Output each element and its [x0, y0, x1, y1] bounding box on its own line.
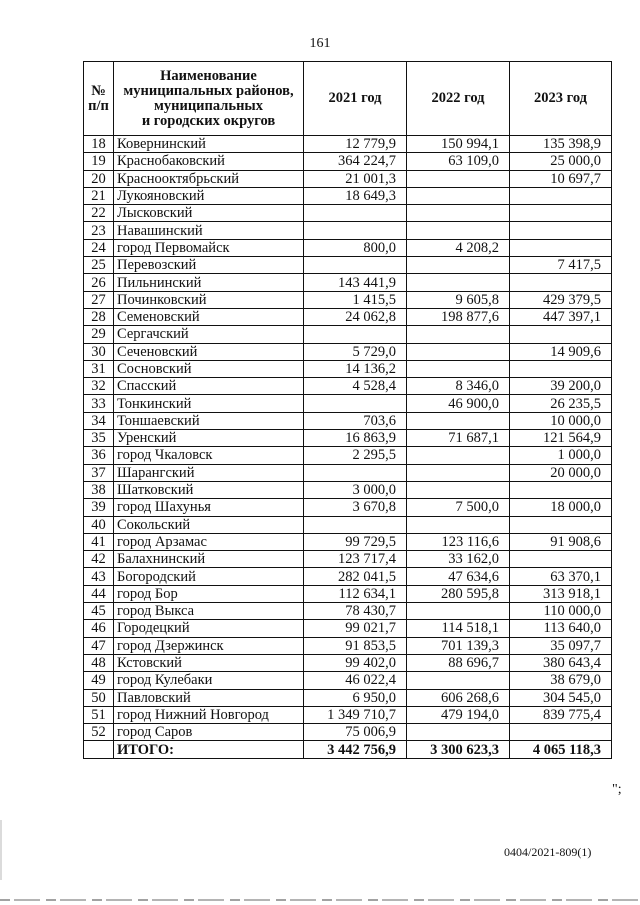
row-value-2022: 4 208,2 — [407, 239, 510, 256]
row-number: 20 — [84, 170, 114, 187]
header-name: Наименование муниципальных районов, муниципальных и городских округов — [114, 62, 304, 136]
row-number: 32 — [84, 378, 114, 395]
total-2022: 3 300 623,3 — [407, 741, 510, 759]
table-row — [84, 326, 612, 343]
row-value-2023: 839 775,4 — [510, 706, 612, 723]
row-value-2021: 14 136,2 — [304, 360, 407, 377]
row-value-2023 — [510, 205, 612, 222]
table-body — [84, 136, 612, 741]
row-value-2023: 14 909,6 — [510, 343, 612, 360]
row-value-2023: 39 200,0 — [510, 378, 612, 395]
row-number: 43 — [84, 568, 114, 585]
table-row — [84, 689, 612, 706]
table-row — [84, 637, 612, 654]
row-municipality-name: город Чкаловск — [114, 447, 304, 464]
table-row — [84, 654, 612, 671]
row-number: 33 — [84, 395, 114, 412]
table-row — [84, 706, 612, 723]
row-value-2023: 38 679,0 — [510, 672, 612, 689]
row-number: 27 — [84, 291, 114, 308]
row-value-2021 — [304, 516, 407, 533]
table-row — [84, 447, 612, 464]
table-row — [84, 603, 612, 620]
row-value-2021: 5 729,0 — [304, 343, 407, 360]
row-value-2021: 99 402,0 — [304, 654, 407, 671]
row-value-2023: 10 697,7 — [510, 170, 612, 187]
row-value-2022 — [407, 274, 510, 291]
row-number: 48 — [84, 654, 114, 671]
row-municipality-name: Ковернинский — [114, 136, 304, 153]
table-row — [84, 274, 612, 291]
row-value-2021: 123 717,4 — [304, 551, 407, 568]
row-number: 51 — [84, 706, 114, 723]
row-value-2021: 364 224,7 — [304, 153, 407, 170]
row-municipality-name: город Дзержинск — [114, 637, 304, 654]
row-value-2021 — [304, 257, 407, 274]
row-municipality-name: город Выкса — [114, 603, 304, 620]
row-municipality-name: Городецкий — [114, 620, 304, 637]
total-2021: 3 442 756,9 — [304, 741, 407, 759]
row-value-2023: 7 417,5 — [510, 257, 612, 274]
budget-table — [83, 61, 612, 759]
scan-artifact-bottom — [0, 899, 640, 901]
table-row — [84, 239, 612, 256]
row-value-2021: 46 022,4 — [304, 672, 407, 689]
row-value-2023: 91 908,6 — [510, 533, 612, 550]
table-total — [84, 741, 612, 759]
row-number: 36 — [84, 447, 114, 464]
row-value-2022: 47 634,6 — [407, 568, 510, 585]
row-number: 24 — [84, 239, 114, 256]
row-number: 40 — [84, 516, 114, 533]
table-row — [84, 136, 612, 153]
row-value-2023: 35 097,7 — [510, 637, 612, 654]
row-municipality-name: Пильнинский — [114, 274, 304, 291]
row-municipality-name: Лукояновский — [114, 187, 304, 204]
row-value-2021: 3 000,0 — [304, 481, 407, 498]
total-2023: 4 065 118,3 — [510, 741, 612, 759]
row-value-2022: 198 877,6 — [407, 308, 510, 325]
row-value-2022: 8 346,0 — [407, 378, 510, 395]
row-value-2022 — [407, 257, 510, 274]
row-value-2021: 703,6 — [304, 412, 407, 429]
row-municipality-name: Павловский — [114, 689, 304, 706]
row-value-2021 — [304, 395, 407, 412]
row-municipality-name: Навашинский — [114, 222, 304, 239]
header-num: № п/п — [84, 62, 114, 136]
row-value-2023 — [510, 551, 612, 568]
row-value-2022: 33 162,0 — [407, 551, 510, 568]
row-municipality-name: город Шахунья — [114, 499, 304, 516]
row-municipality-name: Сеченовский — [114, 343, 304, 360]
row-municipality-name: город Бор — [114, 585, 304, 602]
row-value-2021: 18 649,3 — [304, 187, 407, 204]
document-code: 0404/2021-809(1) — [504, 845, 592, 859]
table-row — [84, 343, 612, 360]
row-value-2023 — [510, 274, 612, 291]
row-value-2023 — [510, 360, 612, 377]
row-value-2021: 6 950,0 — [304, 689, 407, 706]
row-value-2022: 88 696,7 — [407, 654, 510, 671]
row-value-2023: 25 000,0 — [510, 153, 612, 170]
table-row — [84, 430, 612, 447]
row-number: 38 — [84, 481, 114, 498]
row-value-2022: 63 109,0 — [407, 153, 510, 170]
row-value-2023: 20 000,0 — [510, 464, 612, 481]
table-row — [84, 291, 612, 308]
header-2023: 2023 год — [510, 62, 612, 136]
table-row — [84, 516, 612, 533]
row-value-2021: 1 349 710,7 — [304, 706, 407, 723]
table-header — [84, 62, 612, 136]
row-value-2022 — [407, 672, 510, 689]
row-value-2022 — [407, 343, 510, 360]
row-number: 50 — [84, 689, 114, 706]
row-value-2023 — [510, 516, 612, 533]
row-value-2023: 135 398,9 — [510, 136, 612, 153]
table-row — [84, 222, 612, 239]
row-number: 28 — [84, 308, 114, 325]
row-value-2021: 99 729,5 — [304, 533, 407, 550]
row-number: 34 — [84, 412, 114, 429]
row-municipality-name: город Арзамас — [114, 533, 304, 550]
row-value-2022 — [407, 412, 510, 429]
table-row — [84, 551, 612, 568]
table-row — [84, 205, 612, 222]
row-value-2021: 75 006,9 — [304, 724, 407, 741]
row-value-2021: 16 863,9 — [304, 430, 407, 447]
row-value-2023: 380 643,4 — [510, 654, 612, 671]
row-value-2021: 2 295,5 — [304, 447, 407, 464]
table-row — [84, 499, 612, 516]
row-value-2021: 91 853,5 — [304, 637, 407, 654]
row-municipality-name: Тоншаевский — [114, 412, 304, 429]
row-value-2022 — [407, 205, 510, 222]
row-value-2022: 46 900,0 — [407, 395, 510, 412]
row-number: 42 — [84, 551, 114, 568]
row-value-2022 — [407, 481, 510, 498]
row-value-2023: 447 397,1 — [510, 308, 612, 325]
row-municipality-name: Семеновский — [114, 308, 304, 325]
row-municipality-name: Спасский — [114, 378, 304, 395]
table-row — [84, 585, 612, 602]
row-value-2023: 110 000,0 — [510, 603, 612, 620]
table-row — [84, 153, 612, 170]
row-municipality-name: Сергачский — [114, 326, 304, 343]
table-row — [84, 395, 612, 412]
row-value-2022 — [407, 187, 510, 204]
row-value-2021: 24 062,8 — [304, 308, 407, 325]
table-row — [84, 378, 612, 395]
table-row — [84, 481, 612, 498]
row-number: 31 — [84, 360, 114, 377]
row-municipality-name: город Первомайск — [114, 239, 304, 256]
row-municipality-name: город Нижний Новгород — [114, 706, 304, 723]
table-row — [84, 187, 612, 204]
row-municipality-name: Шарангский — [114, 464, 304, 481]
row-value-2021: 99 021,7 — [304, 620, 407, 637]
row-number: 19 — [84, 153, 114, 170]
row-municipality-name: Тонкинский — [114, 395, 304, 412]
row-value-2023: 1 000,0 — [510, 447, 612, 464]
row-value-2021 — [304, 464, 407, 481]
row-value-2023: 113 640,0 — [510, 620, 612, 637]
row-value-2021: 282 041,5 — [304, 568, 407, 585]
row-municipality-name: Лысковский — [114, 205, 304, 222]
header-2022: 2022 год — [407, 62, 510, 136]
row-value-2022: 71 687,1 — [407, 430, 510, 447]
table-row — [84, 257, 612, 274]
row-municipality-name: Сокольский — [114, 516, 304, 533]
table-row — [84, 568, 612, 585]
row-value-2023: 63 370,1 — [510, 568, 612, 585]
row-municipality-name: Краснобаковский — [114, 153, 304, 170]
row-number: 29 — [84, 326, 114, 343]
row-number: 49 — [84, 672, 114, 689]
row-value-2023: 313 918,1 — [510, 585, 612, 602]
row-value-2023: 121 564,9 — [510, 430, 612, 447]
row-number: 23 — [84, 222, 114, 239]
row-value-2022: 479 194,0 — [407, 706, 510, 723]
row-value-2023 — [510, 222, 612, 239]
row-value-2022: 150 994,1 — [407, 136, 510, 153]
row-value-2022: 606 268,6 — [407, 689, 510, 706]
total-row — [84, 741, 612, 759]
total-label: ИТОГО: — [114, 741, 304, 759]
row-value-2023 — [510, 724, 612, 741]
row-value-2021 — [304, 205, 407, 222]
row-value-2023 — [510, 187, 612, 204]
row-value-2023: 429 379,5 — [510, 291, 612, 308]
row-value-2022: 114 518,1 — [407, 620, 510, 637]
row-value-2022 — [407, 724, 510, 741]
row-municipality-name: Уренский — [114, 430, 304, 447]
row-value-2021: 78 430,7 — [304, 603, 407, 620]
row-municipality-name: Краснооктябрьский — [114, 170, 304, 187]
row-value-2021: 4 528,4 — [304, 378, 407, 395]
row-value-2022 — [407, 170, 510, 187]
table-row — [84, 170, 612, 187]
row-value-2023: 304 545,0 — [510, 689, 612, 706]
row-value-2021 — [304, 326, 407, 343]
row-value-2021: 12 779,9 — [304, 136, 407, 153]
row-number: 18 — [84, 136, 114, 153]
row-value-2023: 10 000,0 — [510, 412, 612, 429]
row-value-2022 — [407, 464, 510, 481]
row-number: 41 — [84, 533, 114, 550]
total-num — [84, 741, 114, 759]
table-row — [84, 308, 612, 325]
row-number: 46 — [84, 620, 114, 637]
page-number: 161 — [309, 36, 331, 51]
row-municipality-name: Сосновский — [114, 360, 304, 377]
row-value-2023 — [510, 239, 612, 256]
closing-quote-mark: "; — [612, 782, 622, 797]
row-value-2021: 21 001,3 — [304, 170, 407, 187]
row-value-2022 — [407, 447, 510, 464]
row-number: 21 — [84, 187, 114, 204]
row-number: 22 — [84, 205, 114, 222]
row-value-2022: 9 605,8 — [407, 291, 510, 308]
row-value-2022 — [407, 326, 510, 343]
row-value-2021: 1 415,5 — [304, 291, 407, 308]
table-row — [84, 533, 612, 550]
table-row — [84, 724, 612, 741]
row-number: 45 — [84, 603, 114, 620]
row-value-2022 — [407, 516, 510, 533]
row-value-2022: 7 500,0 — [407, 499, 510, 516]
row-number: 26 — [84, 274, 114, 291]
row-value-2021: 800,0 — [304, 239, 407, 256]
row-number: 44 — [84, 585, 114, 602]
row-municipality-name: Богородский — [114, 568, 304, 585]
row-municipality-name: город Саров — [114, 724, 304, 741]
row-number: 39 — [84, 499, 114, 516]
row-value-2022: 123 116,6 — [407, 533, 510, 550]
row-number: 35 — [84, 430, 114, 447]
table-row — [84, 464, 612, 481]
row-value-2021: 3 670,8 — [304, 499, 407, 516]
row-value-2023 — [510, 481, 612, 498]
row-number: 30 — [84, 343, 114, 360]
row-value-2021: 143 441,9 — [304, 274, 407, 291]
row-value-2023: 26 235,5 — [510, 395, 612, 412]
row-value-2022 — [407, 603, 510, 620]
table-row — [84, 620, 612, 637]
scan-artifact-left — [0, 820, 2, 880]
row-municipality-name: Балахнинский — [114, 551, 304, 568]
header-2021: 2021 год — [304, 62, 407, 136]
row-municipality-name: Перевозский — [114, 257, 304, 274]
row-value-2021 — [304, 222, 407, 239]
row-number: 47 — [84, 637, 114, 654]
table-row — [84, 412, 612, 429]
row-value-2022: 701 139,3 — [407, 637, 510, 654]
row-value-2023: 18 000,0 — [510, 499, 612, 516]
row-number: 52 — [84, 724, 114, 741]
row-municipality-name: Шатковский — [114, 481, 304, 498]
row-municipality-name: Починковский — [114, 291, 304, 308]
row-municipality-name: город Кулебаки — [114, 672, 304, 689]
row-number: 25 — [84, 257, 114, 274]
row-value-2022 — [407, 222, 510, 239]
row-value-2023 — [510, 326, 612, 343]
row-value-2022: 280 595,8 — [407, 585, 510, 602]
table-row — [84, 672, 612, 689]
row-number: 37 — [84, 464, 114, 481]
row-municipality-name: Кстовский — [114, 654, 304, 671]
table-row — [84, 360, 612, 377]
row-value-2022 — [407, 360, 510, 377]
row-value-2021: 112 634,1 — [304, 585, 407, 602]
